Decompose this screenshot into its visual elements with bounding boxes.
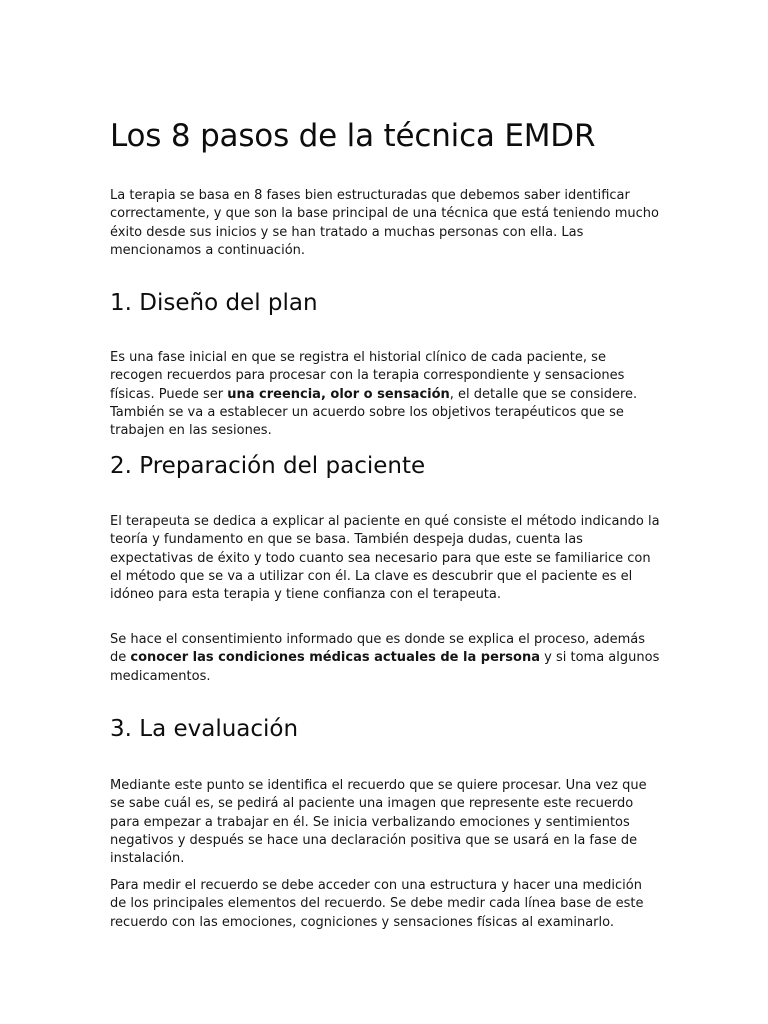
section-paragraph: Para medir el recuerdo se debe acceder con una estructura y hacer una medición de los principales elementos del recuerdo. Se debe medir cada línea base de este recuerdo con las emociones, cogniciones y sensaciones físicas al examinarlo. bbox=[110, 878, 644, 930]
section-heading-diseno-del-plan: 1. Diseño del plan bbox=[110, 290, 318, 316]
intro-paragraph: La terapia se basa en 8 fases bien estructuradas que debemos saber identificar correctamente, y que son la base principal de una técnica que está teniendo mucho éxito desde sus inicios y se han tratado a muchas personas con ella. Las mencionamos a continuación. bbox=[110, 188, 659, 258]
section-paragraph: El terapeuta se dedica a explicar al paciente en qué consiste el método indicando la teoría y fundamento en que se basa. También despeja dudas, cuenta las expectativas de éxito y todo cuanto sea necesario para que este se familiarice con el método que se va a utilizar con él. La clave es descubrir que el paciente es el idóneo para esta terapia y tiene confianza con el terapeuta. bbox=[110, 514, 660, 603]
section-paragraph bbox=[110, 631, 662, 686]
section-paragraph: Mediante este punto se identifica el recuerdo que se quiere procesar. Una vez que se sabe cuál es, se pedirá al paciente una imagen que represente este recuerdo para empezar a trabajar en él. Se inicia verbalizando emociones y sentimientos negativos y después se hace una declaración positiva que se usará en la fase de instalación. bbox=[110, 778, 647, 867]
paragraph-text: y si toma algunos medicamentos. bbox=[110, 650, 660, 684]
section-heading-la-evaluacion: 3. La evaluación bbox=[110, 716, 299, 742]
paragraph-text: Es una fase inicial en que se registra el historial clínico de cada paciente, se recogen recuerdos para procesar con la terapia correspondiente y sensaciones físicas. Puede ser bbox=[110, 350, 625, 402]
section-paragraph bbox=[110, 349, 662, 440]
paragraph-text: , el detalle que se considere. También se va a establecer un acuerdo sobre los objetivos terapéuticos que se trabajen en las sesiones. bbox=[110, 386, 638, 439]
bold-phrase: una creencia, olor o sensación bbox=[227, 386, 450, 402]
section-heading-preparacion-del-paciente: 2. Preparación del paciente bbox=[110, 453, 426, 479]
paragraph-text: Se hace el consentimiento informado que es donde se explica el proceso, además de bbox=[110, 632, 646, 666]
bold-phrase: conocer las condiciones médicas actuales de la persona bbox=[130, 650, 541, 666]
document-title: Los 8 pasos de la técnica EMDR bbox=[110, 118, 596, 154]
